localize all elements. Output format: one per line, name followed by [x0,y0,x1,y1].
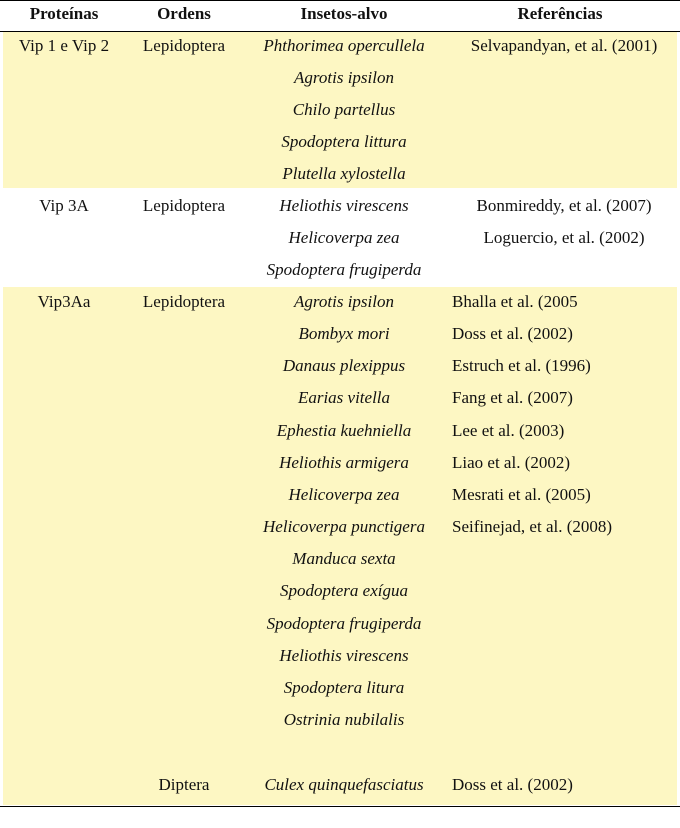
reference-cell: Seifinejad, et al. (2008) [452,517,613,536]
reference-cell: Estruch et al. (1996) [452,356,591,375]
insect-cell: Agrotis ipsilon [294,292,394,311]
header-ordens: Ordens [157,4,211,23]
insect-cell: Ephestia kuehniella [276,421,412,440]
insect-cell: Spodoptera litura [283,678,405,697]
protein-cell: Vip3Aa [37,292,91,311]
protein-cell: Vip 3A [39,196,89,215]
header-insetos: Insetos-alvo [300,4,388,23]
reference-cell: Liao et al. (2002) [452,453,571,472]
header-proteinas: Proteínas [29,4,99,23]
bottom-rule [0,806,680,807]
insect-cell: Plutella xylostella [282,164,406,183]
insect-cell: Ostrinia nubilalis [283,710,405,729]
insect-cell: Phthorimea opercullela [263,36,425,55]
insect-cell: Spodoptera exígua [280,581,408,600]
insect-cell: Earias vitella [297,388,391,407]
order-cell: Lepidoptera [142,196,226,215]
insect-cell: Spodoptera littura [281,132,407,151]
insect-cell: Manduca sexta [292,549,396,568]
reference-cell: Doss et al. (2002) [452,324,573,343]
reference-cell: Mesrati et al. (2005) [452,485,591,504]
order-cell: Lepidoptera [142,36,226,55]
insect-cell: Spodoptera frugiperda [266,260,422,279]
reference-cell: Doss et al. (2002) [452,775,573,794]
insect-cell: Danaus plexippus [282,356,406,375]
insect-cell: Culex quinquefasciatus [264,775,424,794]
insect-cell: Bombyx mori [298,324,390,343]
reference-cell: Bhalla et al. (2005 [452,292,578,311]
reference-cell: Fang et al. (2007) [452,388,573,407]
insect-cell: Helicoverpa zea [288,485,400,504]
insect-cell: Helicoverpa punctigera [263,517,425,536]
reference-cell: Selvapandyan, et al. (2001) [470,36,658,55]
reference-cell: Bonmireddy, et al. (2007) [476,196,652,215]
insect-cell: Agrotis ipsilon [294,68,394,87]
protein-cell: Vip 1 e Vip 2 [18,36,110,55]
insect-cell: Chilo partellus [292,100,396,119]
order-cell: Lepidoptera [142,292,226,311]
insect-cell: Spodoptera frugiperda [266,614,422,633]
reference-cell: Loguercio, et al. (2002) [483,228,645,247]
reference-cell: Lee et al. (2003) [452,421,565,440]
insect-cell: Heliothis virescens [279,196,409,215]
order-cell: Diptera [158,775,210,794]
header-referencias: Referências [517,4,603,23]
insect-cell: Helicoverpa zea [288,228,400,247]
insect-cell: Heliothis armigera [279,453,409,472]
insect-cell: Heliothis virescens [279,646,409,665]
